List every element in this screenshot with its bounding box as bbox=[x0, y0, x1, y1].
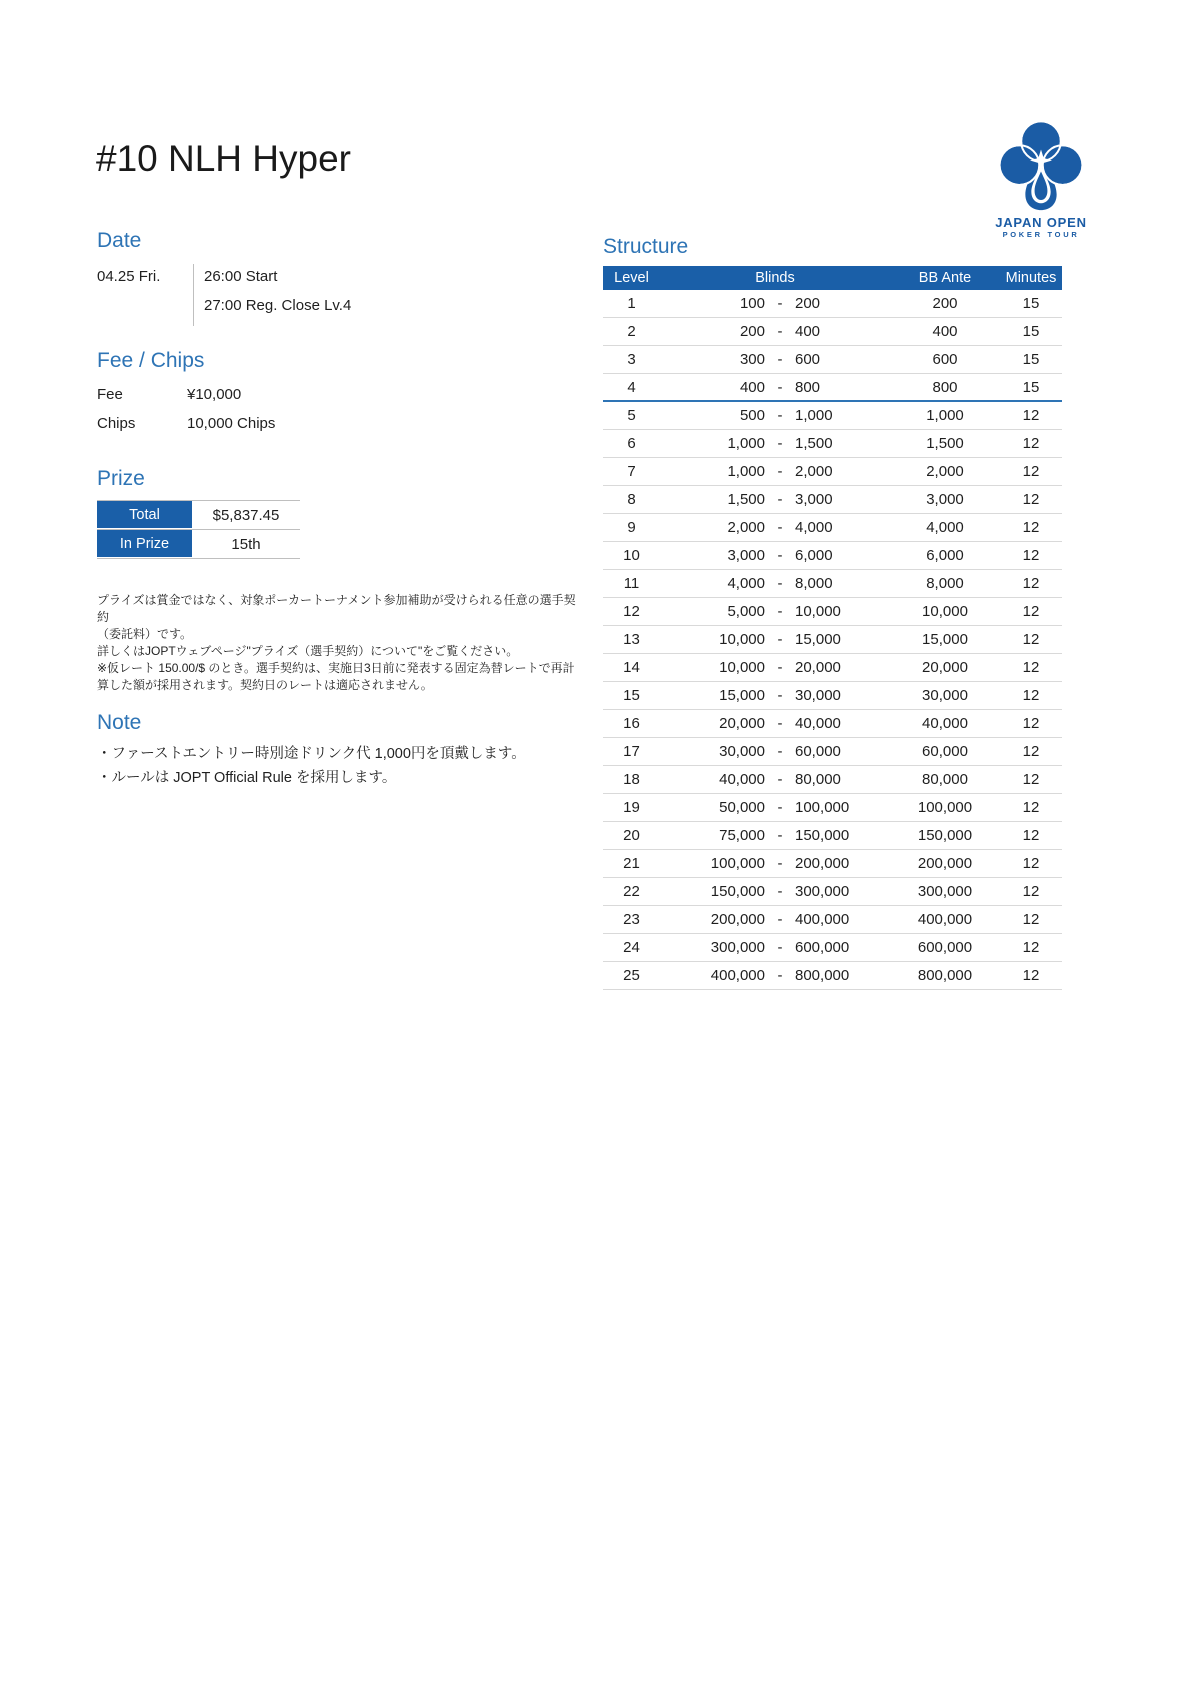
minutes-cell: 12 bbox=[1022, 883, 1040, 900]
bb-ante-cell: 3,000 bbox=[926, 491, 964, 508]
prize-inprize-value: 15th bbox=[231, 535, 261, 553]
level-cell: 22 bbox=[623, 883, 640, 900]
big-blind-cell: 400,000 bbox=[795, 911, 850, 928]
blinds-separator: - bbox=[777, 519, 783, 536]
small-blind-cell: 1,500 bbox=[727, 491, 765, 508]
small-blind-cell: 300,000 bbox=[710, 939, 765, 956]
blinds-separator: - bbox=[777, 939, 783, 956]
fine-print-line: （委託料）です。 bbox=[97, 627, 193, 641]
bb-ante-cell: 600,000 bbox=[917, 939, 973, 956]
bb-ante-cell: 800 bbox=[932, 378, 958, 396]
structure-row-level-19 bbox=[603, 794, 1062, 822]
minutes-cell: 12 bbox=[1022, 771, 1040, 788]
prize-inprize-label: In Prize bbox=[97, 530, 192, 558]
minutes-cell: 12 bbox=[1022, 435, 1040, 452]
big-blind-cell: 10,000 bbox=[795, 603, 841, 620]
structure-row-level-8 bbox=[603, 486, 1062, 514]
level-cell: 16 bbox=[623, 715, 640, 732]
fee-chips-heading: Fee / Chips bbox=[97, 349, 205, 372]
minutes-cell: 12 bbox=[1022, 547, 1040, 564]
minutes-cell: 12 bbox=[1022, 631, 1040, 648]
structure-heading: Structure bbox=[603, 235, 689, 258]
minutes-cell: 12 bbox=[1022, 687, 1040, 704]
big-blind-cell: 200,000 bbox=[795, 855, 850, 872]
bb-ante-cell: 40,000 bbox=[922, 715, 968, 732]
structure-row-level-5 bbox=[603, 402, 1062, 430]
date-regclose-time: 27:00 Reg. Close Lv.4 bbox=[204, 297, 352, 314]
bb-ante-cell: 200 bbox=[932, 295, 958, 312]
minutes-cell: 12 bbox=[1022, 659, 1040, 676]
small-blind-cell: 5,000 bbox=[727, 603, 765, 620]
note-items bbox=[97, 742, 577, 790]
blinds-separator: - bbox=[777, 378, 783, 396]
bb-ante-cell: 20,000 bbox=[922, 659, 968, 676]
small-blind-cell: 75,000 bbox=[719, 827, 765, 844]
prize-table bbox=[97, 500, 300, 559]
big-blind-cell: 6,000 bbox=[795, 547, 833, 564]
small-blind-cell: 200 bbox=[739, 323, 765, 340]
fine-print-line: 詳しくはJOPTウェブページ"プライズ（選手契約）について"をご覧ください。 bbox=[97, 644, 519, 658]
bb-ante-cell: 2,000 bbox=[926, 463, 964, 480]
chips-row bbox=[97, 409, 397, 438]
structure-row-level-23 bbox=[603, 906, 1062, 934]
minutes-cell: 12 bbox=[1022, 715, 1040, 732]
structure-row-level-17 bbox=[603, 738, 1062, 766]
level-cell: 10 bbox=[623, 547, 640, 564]
note-item: ・ファーストエントリー時別途ドリンク代 1,000円を頂戴します。 bbox=[97, 746, 526, 762]
date-row bbox=[97, 262, 397, 291]
bb-ante-cell: 200,000 bbox=[917, 855, 973, 872]
structure-row-level-4 bbox=[603, 374, 1062, 402]
level-cell: 17 bbox=[623, 743, 640, 760]
blinds-separator: - bbox=[777, 743, 783, 760]
minutes-cell: 12 bbox=[1022, 407, 1040, 424]
level-cell: 20 bbox=[623, 827, 640, 844]
fine-print-line: プライズは賞金ではなく、対象ポーカートーナメント参加補助が受けられる任意の選手契約 bbox=[97, 593, 576, 624]
logo-text-line1: JAPAN OPEN bbox=[995, 215, 1087, 230]
date-table bbox=[97, 262, 397, 320]
small-blind-cell: 200,000 bbox=[710, 911, 765, 928]
club-drop-logo-icon bbox=[983, 118, 1099, 214]
small-blind-cell: 15,000 bbox=[719, 687, 765, 704]
structure-row-level-12 bbox=[603, 598, 1062, 626]
minutes-cell: 15 bbox=[1022, 323, 1040, 340]
minutes-cell: 12 bbox=[1022, 575, 1040, 592]
big-blind-cell: 80,000 bbox=[795, 771, 841, 788]
minutes-cell: 15 bbox=[1022, 378, 1040, 396]
prize-section bbox=[97, 466, 300, 559]
small-blind-cell: 100 bbox=[739, 295, 765, 312]
big-blind-cell: 800,000 bbox=[795, 967, 850, 984]
small-blind-cell: 10,000 bbox=[719, 659, 765, 676]
bb-ante-cell: 60,000 bbox=[922, 743, 968, 760]
structure-row-level-25 bbox=[603, 962, 1062, 990]
small-blind-cell: 30,000 bbox=[719, 743, 765, 760]
prize-total-value: $5,837.45 bbox=[212, 506, 280, 524]
column-header-blinds: Blinds bbox=[755, 270, 795, 286]
level-cell: 4 bbox=[627, 378, 636, 396]
prize-total-label: Total bbox=[97, 501, 192, 529]
small-blind-cell: 50,000 bbox=[719, 799, 765, 816]
big-blind-cell: 300,000 bbox=[795, 883, 850, 900]
big-blind-cell: 4,000 bbox=[795, 519, 833, 536]
blinds-separator: - bbox=[777, 491, 783, 508]
big-blind-cell: 15,000 bbox=[795, 631, 841, 648]
big-blind-cell: 100,000 bbox=[795, 799, 850, 816]
big-blind-cell: 20,000 bbox=[795, 659, 841, 676]
structure-table-body bbox=[603, 290, 1062, 990]
blinds-separator: - bbox=[777, 323, 783, 340]
structure-row-level-6 bbox=[603, 430, 1062, 458]
structure-row-level-15 bbox=[603, 682, 1062, 710]
minutes-cell: 15 bbox=[1022, 351, 1040, 368]
bb-ante-cell: 4,000 bbox=[926, 519, 964, 536]
structure-row-level-13 bbox=[603, 626, 1062, 654]
note-item: ・ルールは JOPT Official Rule を採用します。 bbox=[97, 770, 397, 786]
bb-ante-cell: 150,000 bbox=[917, 827, 973, 844]
blinds-separator: - bbox=[777, 883, 783, 900]
level-cell: 3 bbox=[627, 351, 636, 368]
column-header-bb-ante: BB Ante bbox=[918, 270, 972, 286]
date-section bbox=[97, 228, 397, 320]
date-start-time: 26:00 Start bbox=[204, 268, 278, 285]
level-cell: 7 bbox=[627, 463, 636, 480]
fee-chips-section bbox=[97, 348, 397, 438]
level-cell: 24 bbox=[623, 939, 640, 956]
fine-print-line: 算した額が採用されます。契約日のレートは適応されません。 bbox=[97, 678, 433, 692]
small-blind-cell: 40,000 bbox=[719, 771, 765, 788]
blinds-separator: - bbox=[777, 547, 783, 564]
big-blind-cell: 800 bbox=[795, 378, 821, 396]
structure-row-level-7 bbox=[603, 458, 1062, 486]
level-cell: 9 bbox=[627, 519, 636, 536]
level-cell: 25 bbox=[623, 967, 640, 984]
bb-ante-cell: 6,000 bbox=[926, 547, 964, 564]
small-blind-cell: 400,000 bbox=[710, 967, 765, 984]
prize-total-row bbox=[97, 501, 300, 530]
structure-row-level-14 bbox=[603, 654, 1062, 682]
small-blind-cell: 150,000 bbox=[710, 883, 765, 900]
big-blind-cell: 600 bbox=[795, 351, 821, 368]
bb-ante-cell: 15,000 bbox=[922, 631, 968, 648]
bb-ante-cell: 100,000 bbox=[917, 799, 973, 816]
structure-row-level-22 bbox=[603, 878, 1062, 906]
prize-heading: Prize bbox=[97, 467, 145, 490]
level-cell: 14 bbox=[623, 659, 640, 676]
blinds-separator: - bbox=[777, 463, 783, 480]
bb-ante-cell: 800,000 bbox=[917, 967, 973, 984]
date-row bbox=[97, 291, 397, 320]
structure-row-level-16 bbox=[603, 710, 1062, 738]
level-cell: 18 bbox=[623, 771, 640, 788]
fee-value: ¥10,000 bbox=[187, 386, 242, 403]
bb-ante-cell: 300,000 bbox=[917, 883, 973, 900]
minutes-cell: 12 bbox=[1022, 799, 1040, 816]
level-cell: 1 bbox=[627, 295, 636, 312]
big-blind-cell: 400 bbox=[795, 323, 821, 340]
blinds-separator: - bbox=[777, 967, 783, 984]
column-header-level: Level bbox=[614, 270, 649, 286]
big-blind-cell: 600,000 bbox=[795, 939, 850, 956]
logo-text-line2: POKER TOUR bbox=[1002, 230, 1080, 239]
big-blind-cell: 150,000 bbox=[795, 827, 850, 844]
small-blind-cell: 4,000 bbox=[727, 575, 765, 592]
blinds-separator: - bbox=[777, 295, 783, 312]
blinds-separator: - bbox=[777, 631, 783, 648]
minutes-cell: 12 bbox=[1022, 519, 1040, 536]
structure-table-header bbox=[603, 266, 1062, 290]
level-cell: 19 bbox=[623, 799, 640, 816]
minutes-cell: 12 bbox=[1022, 603, 1040, 620]
chips-value: 10,000 Chips bbox=[187, 415, 276, 432]
structure-row-level-1 bbox=[603, 290, 1062, 318]
big-blind-cell: 3,000 bbox=[795, 491, 833, 508]
small-blind-cell: 400 bbox=[739, 378, 765, 396]
structure-row-level-2 bbox=[603, 318, 1062, 346]
blinds-separator: - bbox=[777, 351, 783, 368]
bb-ante-cell: 400 bbox=[932, 323, 958, 340]
big-blind-cell: 30,000 bbox=[795, 687, 841, 704]
small-blind-cell: 3,000 bbox=[727, 547, 765, 564]
prize-inprize-row bbox=[97, 530, 300, 559]
small-blind-cell: 2,000 bbox=[727, 519, 765, 536]
prize-fine-print bbox=[97, 592, 577, 694]
japan-open-poker-tour-logo bbox=[983, 118, 1099, 239]
level-cell: 23 bbox=[623, 911, 640, 928]
minutes-cell: 12 bbox=[1022, 911, 1040, 928]
minutes-cell: 12 bbox=[1022, 743, 1040, 760]
small-blind-cell: 1,000 bbox=[727, 463, 765, 480]
level-cell: 11 bbox=[623, 575, 640, 592]
big-blind-cell: 60,000 bbox=[795, 743, 841, 760]
structure-row-level-11 bbox=[603, 570, 1062, 598]
minutes-cell: 12 bbox=[1022, 463, 1040, 480]
date-divider-line bbox=[193, 264, 194, 326]
fee-row bbox=[97, 380, 397, 409]
structure-row-level-3 bbox=[603, 346, 1062, 374]
small-blind-cell: 500 bbox=[739, 407, 765, 424]
date-day: 04.25 Fri. bbox=[97, 268, 161, 285]
structure-section bbox=[603, 234, 1062, 990]
blinds-separator: - bbox=[777, 911, 783, 928]
blinds-separator: - bbox=[777, 435, 783, 452]
bb-ante-cell: 8,000 bbox=[926, 575, 964, 592]
fee-label: Fee bbox=[97, 386, 123, 403]
blinds-separator: - bbox=[777, 799, 783, 816]
chips-label: Chips bbox=[97, 415, 136, 432]
blinds-separator: - bbox=[777, 827, 783, 844]
date-heading: Date bbox=[97, 229, 142, 252]
small-blind-cell: 100,000 bbox=[710, 855, 765, 872]
level-cell: 2 bbox=[627, 323, 636, 340]
structure-row-level-9 bbox=[603, 514, 1062, 542]
small-blind-cell: 20,000 bbox=[719, 715, 765, 732]
level-cell: 13 bbox=[623, 631, 640, 648]
page-title: #10 NLH Hyper bbox=[96, 138, 352, 179]
note-heading: Note bbox=[97, 711, 142, 734]
minutes-cell: 12 bbox=[1022, 855, 1040, 872]
fee-chips-table bbox=[97, 380, 397, 438]
blinds-separator: - bbox=[777, 659, 783, 676]
bb-ante-cell: 1,500 bbox=[926, 435, 964, 452]
small-blind-cell: 1,000 bbox=[727, 435, 765, 452]
blinds-separator: - bbox=[777, 687, 783, 704]
blinds-separator: - bbox=[777, 715, 783, 732]
bb-ante-cell: 600 bbox=[932, 351, 958, 368]
structure-row-level-21 bbox=[603, 850, 1062, 878]
blinds-separator: - bbox=[777, 855, 783, 872]
big-blind-cell: 2,000 bbox=[795, 463, 833, 480]
minutes-cell: 12 bbox=[1022, 939, 1040, 956]
big-blind-cell: 1,000 bbox=[795, 407, 833, 424]
fine-print-line: ※仮レート 150.00/$ のとき。選手契約は、実施日3日前に発表する固定為替レートで再計 bbox=[97, 661, 575, 675]
blinds-separator: - bbox=[777, 575, 783, 592]
structure-row-level-24 bbox=[603, 934, 1062, 962]
structure-row-level-20 bbox=[603, 822, 1062, 850]
minutes-cell: 12 bbox=[1022, 491, 1040, 508]
big-blind-cell: 8,000 bbox=[795, 575, 833, 592]
level-cell: 8 bbox=[627, 491, 636, 508]
structure-row-level-10 bbox=[603, 542, 1062, 570]
minutes-cell: 12 bbox=[1022, 967, 1040, 984]
level-cell: 5 bbox=[627, 407, 636, 424]
level-cell: 21 bbox=[623, 855, 640, 872]
bb-ante-cell: 1,000 bbox=[926, 407, 964, 424]
blinds-separator: - bbox=[777, 407, 783, 424]
small-blind-cell: 10,000 bbox=[719, 631, 765, 648]
level-cell: 12 bbox=[623, 603, 640, 620]
note-section bbox=[97, 710, 577, 790]
bb-ante-cell: 400,000 bbox=[917, 911, 973, 928]
bb-ante-cell: 10,000 bbox=[922, 603, 968, 620]
level-cell: 15 bbox=[623, 687, 640, 704]
bb-ante-cell: 80,000 bbox=[922, 771, 968, 788]
small-blind-cell: 300 bbox=[739, 351, 765, 368]
column-header-minutes: Minutes bbox=[1005, 270, 1057, 286]
minutes-cell: 12 bbox=[1022, 827, 1040, 844]
blinds-separator: - bbox=[777, 771, 783, 788]
blinds-separator: - bbox=[777, 603, 783, 620]
structure-row-level-18 bbox=[603, 766, 1062, 794]
minutes-cell: 15 bbox=[1022, 295, 1040, 312]
big-blind-cell: 40,000 bbox=[795, 715, 841, 732]
big-blind-cell: 1,500 bbox=[795, 435, 833, 452]
bb-ante-cell: 30,000 bbox=[922, 687, 968, 704]
level-cell: 6 bbox=[627, 435, 636, 452]
big-blind-cell: 200 bbox=[795, 295, 821, 312]
